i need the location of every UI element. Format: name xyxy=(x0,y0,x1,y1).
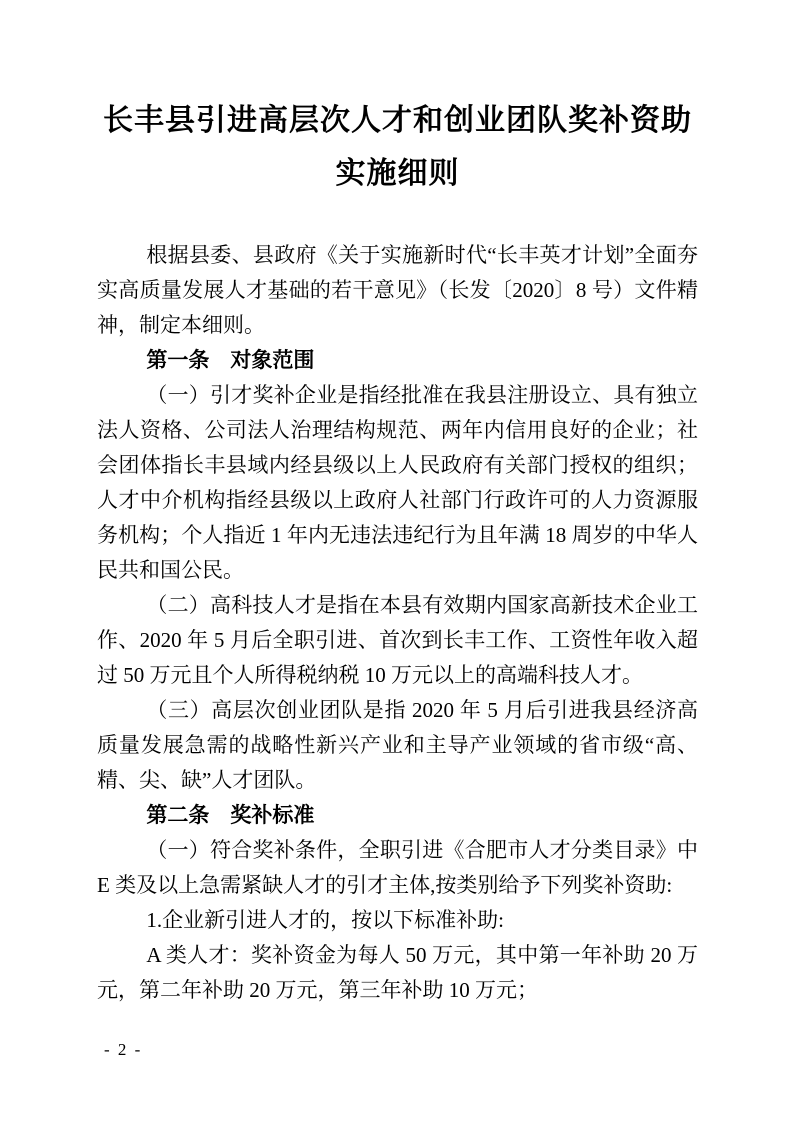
document-title xyxy=(97,94,698,200)
section-heading-article-1: 第一条 对象范围 xyxy=(146,349,315,372)
paragraph-article1-item3: （三）高层次创业团队是指 2020 年 5 月后引进我县经济高质量发展急需的战略性新兴产业和主导产业领域的省市级“高、精、尖、缺”人才团队。 xyxy=(97,698,698,792)
paragraph-article2-item1: （一）符合奖补条件，全职引进《合肥市人才分类目录》中 E 类及以上急需紧缺人才的引才主体,按类别给予下列奖补资助: xyxy=(97,838,698,897)
paragraph-article2-sub1: 1.企业新引进人才的，按以下标准补助: xyxy=(146,908,504,932)
document-body xyxy=(97,238,698,1008)
paragraph-article2-classA: A 类人才：奖补资金为每人 50 万元，其中第一年补助 20 万元，第二年补助 20 万元，第三年补助 10 万元； xyxy=(97,943,698,1002)
paragraph-intro: 根据县委、县政府《关于实施新时代“长丰英才计划”全面夯实高质量发展人才基础的若干意见》（长发〔2020〕8 号）文件精神，制定本细则。 xyxy=(97,243,698,337)
title-line-2: 实施细则 xyxy=(335,157,460,190)
section-heading-article-2: 第二条 奖补标准 xyxy=(146,804,315,827)
title-line-1: 长丰县引进高层次人才和创业团队奖补资助 xyxy=(103,104,692,137)
paragraph-article1-item1: （一）引才奖补企业是指经批准在我县注册设立、具有独立法人资格、公司法人治理结构规范、两年内信用良好的企业；社会团体指长丰县域内经县级以上人民政府有关部门授权的组织；人才中介机构指经县级以上政府人社部门行政许可的人力资源服务机构；个人指近 1 年内无违法违纪行为且年满 18 周岁的中华人民共和国公民。 xyxy=(97,383,698,582)
page-number: - 2 - xyxy=(104,1040,143,1059)
paragraph-article1-item2: （二）高科技人才是指在本县有效期内国家高新技术企业工作、2020 年 5 月后全职引进、首次到长丰工作、工资性年收入超过 50 万元且个人所得税纳税 10 万元以上的高端科技人才。 xyxy=(97,593,698,687)
